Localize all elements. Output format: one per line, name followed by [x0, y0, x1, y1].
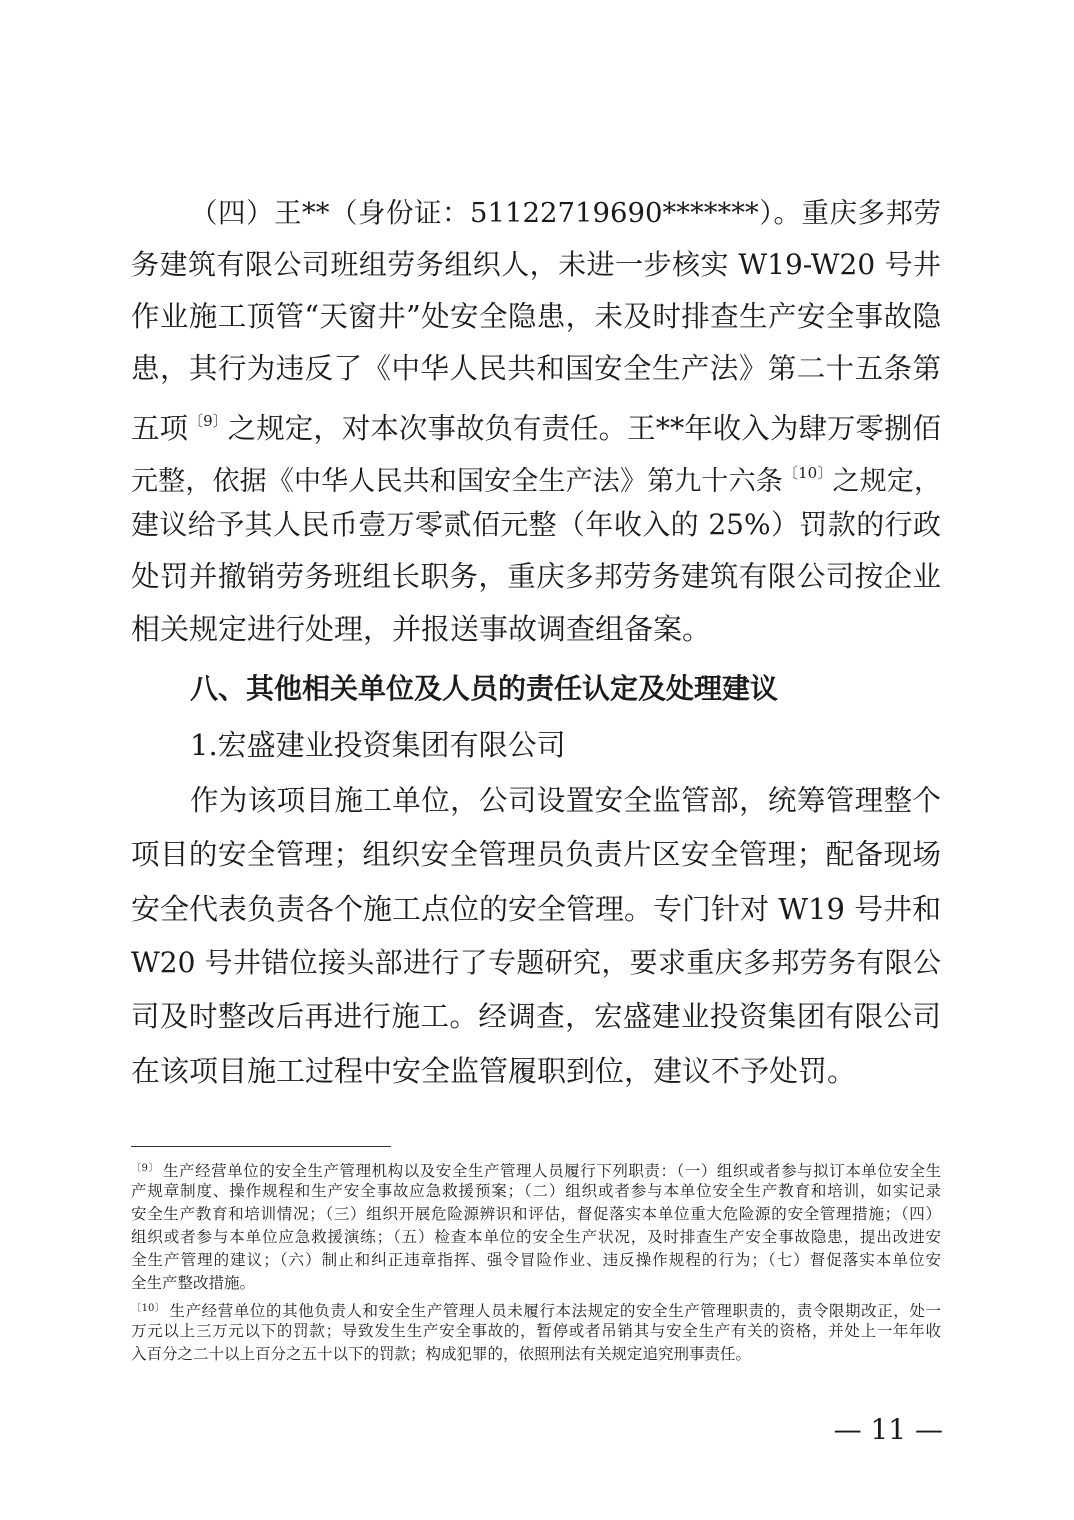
paragraph-line: 作业施工顶管“天窗井”处安全隐患，未及时排查生产安全事故隐	[131, 300, 941, 333]
footnote-9-line: 全生产整改措施。	[131, 1274, 256, 1292]
footnote-9-line: 安全生产教育和培训情况；（三）组织开展危险源辨识和评估，督促落实本单位重大危险源的安全管理措施；（四）	[131, 1205, 941, 1223]
paragraph-line: （四）王**（身份证：51122719690*******）。重庆多邦劳	[190, 197, 941, 229]
footnote-9-line: 产规章制度、操作规程和生产安全事故应急救援预案；（二）组织或者参与本单位安全生产教育和培训，如实记录	[131, 1182, 941, 1200]
paragraph-line	[131, 396, 941, 446]
line-text: 元整，依据《中华人民共和国安全生产法》第九十六条	[131, 466, 783, 497]
line-text: 之规定，	[832, 466, 942, 497]
footnote-ref-10[interactable]: 〔10〕	[782, 464, 833, 482]
line-text: 之规定，对本次事故负有责任。王**年收入为肆万零捌佰	[227, 412, 941, 445]
footnote-9-line	[131, 1157, 941, 1180]
section-heading: 八、其他相关单位及人员的责任认定及处理建议	[190, 672, 779, 705]
footnote-9-line: 组织或者参与本单位应急救援演练；（五）检查本单位的安全生产状况，及时排查生产安全事故隐患，提出改进安	[131, 1228, 941, 1246]
paragraph-line: 在该项目施工过程中安全监管履职到位，建议不予处罚。	[131, 1054, 857, 1088]
paragraph-line: 项目的安全管理；组织安全管理员负责片区安全管理；配备现场	[131, 838, 941, 871]
paragraph-line: W20 号井错位接头部进行了专题研究，要求重庆多邦劳务有限公	[131, 946, 941, 979]
footnote-9-mark: 〔9〕	[131, 1163, 160, 1174]
page-number: — 11 —	[833, 1413, 943, 1446]
paragraph-line: 建议给予其人民币壹万零贰佰元整（年收入的 25%）罚款的行政	[131, 508, 941, 541]
footnote-separator	[131, 1146, 391, 1147]
paragraph-line: 安全代表负责各个施工点位的安全管理。专门针对 W19 号井和	[131, 892, 942, 926]
line-text: 五项	[131, 412, 189, 445]
footnote-10-mark: 〔10〕	[131, 1303, 166, 1314]
footnote-10-line	[131, 1297, 941, 1320]
footnote-10-line: 万元以上三万元以下的罚款；导致发生生产安全事故的，暂停或者吊销其与安全生产有关的资格，并处上一年年收	[131, 1322, 941, 1340]
footnote-10-line: 入百分之二十以上百分之五十以下的罚款；构成犯罪的，依照刑法有关规定追究刑事责任。	[131, 1345, 752, 1363]
paragraph-line: 患，其行为违反了《中华人民共和国安全生产法》第二十五条第	[131, 352, 941, 385]
footnote-9-line: 全生产管理的建议；（六）制止和纠正违章指挥、强令冒险作业、违反操作规程的行为；（七）督促落实本单位安	[131, 1251, 941, 1269]
footnote-text: 生产经营单位的安全生产管理机构以及安全生产管理人员履行下列职责：（一）组织或者参与拟订本单位安全生	[163, 1162, 941, 1180]
paragraph-line: 司及时整改后再进行施工。经调查，宏盛建业投资集团有限公司	[131, 1000, 941, 1033]
paragraph-line: 处罚并撤销劳务班组长职务，重庆多邦劳务建筑有限公司按企业	[131, 560, 941, 593]
footnote-ref-9[interactable]: 〔9〕	[188, 412, 228, 430]
paragraph-line: 务建筑有限公司班组劳务组织人，未进一步核实 W19-W20 号井	[131, 248, 941, 281]
footnote-text: 生产经营单位的其他负责人和安全生产管理人员未履行本法规定的安全生产管理职责的，责令限期改正，处一	[169, 1302, 941, 1320]
subsection-heading: 1.宏盛建业投资集团有限公司	[190, 728, 566, 762]
paragraph-line: 作为该项目施工单位，公司设置安全监管部，统筹管理整个	[190, 784, 941, 817]
paragraph-line	[131, 448, 941, 498]
paragraph-line: 相关规定进行处理，并报送事故调查组备案。	[131, 612, 712, 646]
